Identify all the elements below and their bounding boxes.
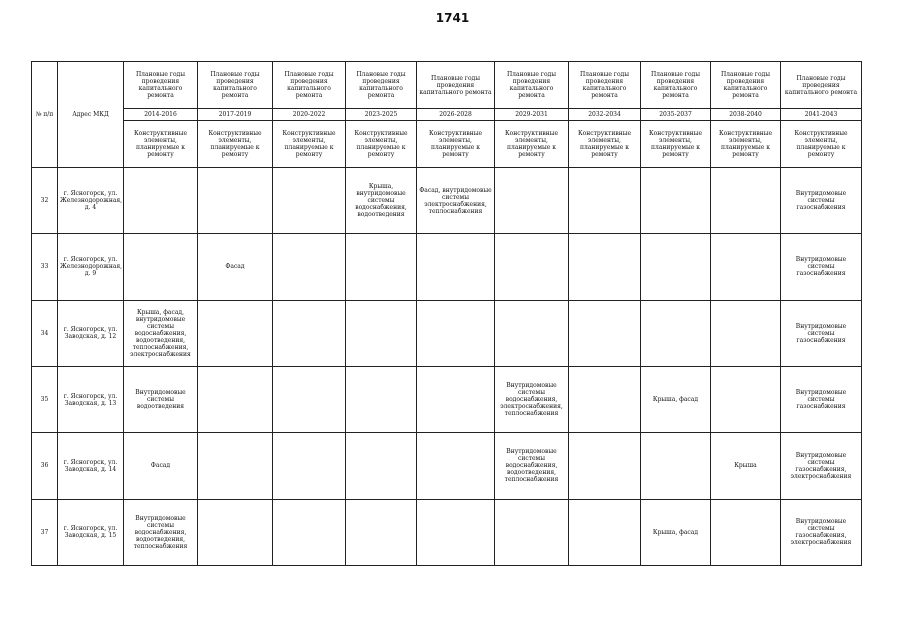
- repair-elements-cell: [569, 499, 641, 565]
- table-row: [32, 300, 862, 366]
- period-years-header: 2032-2034: [569, 109, 641, 121]
- repair-elements-cell: [346, 366, 417, 432]
- elements-header: Конструктивные элементы, планируемые к ремонту: [569, 121, 641, 168]
- table-row: [32, 168, 862, 234]
- table-row: [32, 366, 862, 432]
- repair-elements-cell: [641, 168, 711, 234]
- period-years-header: 2029-2031: [495, 109, 569, 121]
- repair-elements-cell: Внутридомовые системы газоснабжения, электроснабжения: [781, 433, 862, 499]
- row-number-cell: 37: [32, 499, 58, 565]
- period-title-header: Плановые годы проведения капитального ремонта: [495, 62, 569, 109]
- repair-elements-cell: [711, 499, 781, 565]
- repair-elements-cell: [569, 433, 641, 499]
- repair-elements-cell: Внутридомовые системы газоснабжения: [781, 300, 862, 366]
- repair-elements-cell: [124, 168, 198, 234]
- repair-elements-cell: Фасад: [124, 433, 198, 499]
- period-years-header: 2017-2019: [198, 109, 273, 121]
- address-cell: г. Ясногорск, ул. Заводская, д. 13: [58, 366, 124, 432]
- table-row: [32, 433, 862, 499]
- repair-elements-cell: [417, 433, 495, 499]
- repair-elements-cell: [495, 234, 569, 300]
- repair-elements-cell: Внутридомовые системы газоснабжения, электроснабжения: [781, 499, 862, 565]
- repair-elements-cell: Крыша, фасад: [641, 499, 711, 565]
- repair-elements-cell: [198, 366, 273, 432]
- address-cell: г. Ясногорск, ул. Заводская, д. 12: [58, 300, 124, 366]
- address-cell: г. Ясногорск, ул. Железнодорожная, д. 4: [58, 168, 124, 234]
- row-number-cell: 35: [32, 366, 58, 432]
- repair-elements-cell: [569, 366, 641, 432]
- repair-elements-cell: [198, 433, 273, 499]
- elements-header: Конструктивные элементы, планируемые к ремонту: [781, 121, 862, 168]
- repair-elements-cell: [273, 433, 346, 499]
- repair-elements-cell: [711, 234, 781, 300]
- period-years-header: 2014-2016: [124, 109, 198, 121]
- repair-elements-cell: [346, 499, 417, 565]
- table-body: [32, 168, 862, 566]
- elements-header: Конструктивные элементы, планируемые к ремонту: [641, 121, 711, 168]
- row-number-header: № п/п: [32, 62, 58, 168]
- repair-elements-cell: Внутридомовые системы газоснабжения: [781, 168, 862, 234]
- elements-header: Конструктивные элементы, планируемые к ремонту: [273, 121, 346, 168]
- period-title-header: Плановые годы проведения капитального ремонта: [417, 62, 495, 109]
- elements-header: Конструктивные элементы, планируемые к ремонту: [417, 121, 495, 168]
- period-years-header: 2020-2022: [273, 109, 346, 121]
- repair-elements-cell: [641, 300, 711, 366]
- repair-elements-cell: Крыша, внутридомовые системы водоснабжения, водоотведения: [346, 168, 417, 234]
- period-title-header: Плановые годы проведения капитального ремонта: [641, 62, 711, 109]
- repair-elements-cell: [641, 234, 711, 300]
- period-years-header: 2023-2025: [346, 109, 417, 121]
- period-years-header: 2035-2037: [641, 109, 711, 121]
- address-cell: г. Ясногорск, ул. Заводская, д. 15: [58, 499, 124, 565]
- repair-elements-cell: [417, 300, 495, 366]
- repair-elements-cell: [198, 300, 273, 366]
- period-years-header: 2026-2028: [417, 109, 495, 121]
- repair-elements-cell: [346, 433, 417, 499]
- repair-elements-cell: [417, 234, 495, 300]
- table-row: [32, 499, 862, 565]
- row-number-cell: 32: [32, 168, 58, 234]
- repair-elements-cell: [569, 234, 641, 300]
- period-title-header: Плановые годы проведения капитального ремонта: [273, 62, 346, 109]
- repair-elements-cell: [711, 168, 781, 234]
- repair-elements-cell: Внутридомовые системы водоснабжения, водоотведения, теплоснабжения: [124, 499, 198, 565]
- elements-header: Конструктивные элементы, планируемые к ремонту: [346, 121, 417, 168]
- capital-repair-table: [31, 61, 862, 566]
- address-cell: г. Ясногорск, ул. Железнодорожная, д. 9: [58, 234, 124, 300]
- repair-elements-cell: Крыша, фасад: [641, 366, 711, 432]
- repair-elements-cell: Внутридомовые системы водоотведения: [124, 366, 198, 432]
- repair-elements-cell: [273, 366, 346, 432]
- row-number-cell: 33: [32, 234, 58, 300]
- elements-header: Конструктивные элементы, планируемые к ремонту: [711, 121, 781, 168]
- address-header: Адрес МКД: [58, 62, 124, 168]
- elements-header: Конструктивные элементы, планируемые к ремонту: [198, 121, 273, 168]
- address-cell: г. Ясногорск, ул. Заводская, д. 14: [58, 433, 124, 499]
- table-header: [32, 62, 862, 168]
- repair-elements-cell: [417, 366, 495, 432]
- period-title-header: Плановые годы проведения капитального ремонта: [781, 62, 862, 109]
- elements-header: Конструктивные элементы, планируемые к ремонту: [495, 121, 569, 168]
- repair-elements-cell: [124, 234, 198, 300]
- period-title-header: Плановые годы проведения капитального ремонта: [711, 62, 781, 109]
- repair-elements-cell: Внутридомовые системы водоснабжения, электроснабжения, теплоснабжения: [495, 366, 569, 432]
- repair-elements-cell: [711, 366, 781, 432]
- repair-elements-cell: [273, 300, 346, 366]
- repair-elements-cell: [495, 168, 569, 234]
- repair-elements-cell: [495, 499, 569, 565]
- repair-elements-cell: [711, 300, 781, 366]
- repair-elements-cell: Внутридомовые системы газоснабжения: [781, 234, 862, 300]
- period-title-header: Плановые годы проведения капитального ремонта: [124, 62, 198, 109]
- repair-elements-cell: [198, 499, 273, 565]
- repair-elements-cell: Крыша: [711, 433, 781, 499]
- period-title-header: Плановые годы проведения капитального ремонта: [198, 62, 273, 109]
- repair-elements-cell: [417, 499, 495, 565]
- repair-elements-cell: [273, 234, 346, 300]
- period-title-header: Плановые годы проведения капитального ремонта: [569, 62, 641, 109]
- repair-elements-cell: [495, 300, 569, 366]
- repair-elements-cell: [569, 300, 641, 366]
- row-number-cell: 34: [32, 300, 58, 366]
- repair-elements-cell: Крыша, фасад, внутридомовые системы водоснабжения, водоотведения, теплоснабжения, электроснабжения: [124, 300, 198, 366]
- table-row: [32, 234, 862, 300]
- row-number-cell: 36: [32, 433, 58, 499]
- repair-elements-cell: Внутридомовые системы водоснабжения, водоотведения, теплоснабжения: [495, 433, 569, 499]
- period-years-header: 2041-2043: [781, 109, 862, 121]
- repair-elements-cell: [346, 300, 417, 366]
- repair-elements-cell: [273, 168, 346, 234]
- elements-header: Конструктивные элементы, планируемые к ремонту: [124, 121, 198, 168]
- repair-elements-cell: Фасад: [198, 234, 273, 300]
- repair-elements-cell: [641, 433, 711, 499]
- page-number: 1741: [435, 11, 470, 25]
- repair-elements-cell: [569, 168, 641, 234]
- period-title-header: Плановые годы проведения капитального ремонта: [346, 62, 417, 109]
- period-years-header: 2038-2040: [711, 109, 781, 121]
- repair-elements-cell: Фасад, внутридомовые системы электроснабжения, теплоснабжения: [417, 168, 495, 234]
- repair-elements-cell: [198, 168, 273, 234]
- repair-elements-cell: Внутридомовые системы газоснабжения: [781, 366, 862, 432]
- repair-elements-cell: [273, 499, 346, 565]
- repair-elements-cell: [346, 234, 417, 300]
